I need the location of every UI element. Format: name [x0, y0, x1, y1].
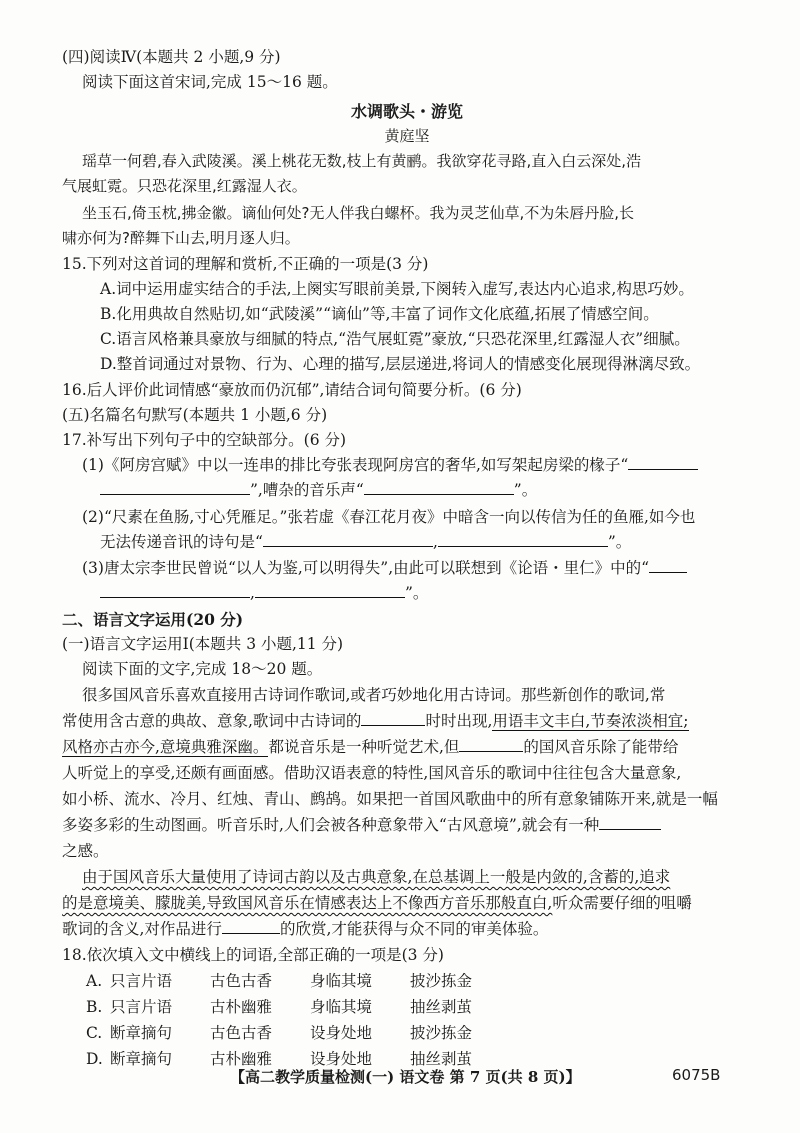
question-17-stem: 17.补写出下列句子中的空缺部分。(6 分)	[62, 431, 347, 449]
answer-blank[interactable]	[361, 710, 425, 726]
passage-text: 听众需要仔细的咀嚼	[552, 894, 692, 912]
answer-blank[interactable]	[364, 479, 514, 495]
passage-text: 的国风音乐除了能带给	[523, 738, 679, 756]
q15-option-d: D.整首词通过对景物、行为、心理的描写,层层递进,将词人的情感变化展现得淋漓尽致。	[100, 355, 701, 373]
q18-option-a	[86, 970, 510, 994]
q17-part1-line1	[82, 454, 698, 478]
passage-line: 人听觉上的享受,还颇有画面感。借助汉语表意的特性,国风音乐的歌词中往往包含大量意象,	[62, 764, 682, 782]
q15-option-c: C.语言风格兼具豪放与细腻的特点,“浩气展虹霓”豪放,“只恐花深里,红露湿人衣”细腻。	[100, 330, 690, 348]
option-word: 只言片语	[110, 998, 173, 1016]
passage-line	[62, 814, 661, 838]
option-word: 身临其境	[310, 998, 373, 1016]
option-word: 披沙拣金	[410, 1024, 473, 1042]
poem-line: 瑶草一何碧,春入武陵溪。溪上桃花无数,枝上有黄鹂。我欲穿花寻路,直入白云深处,浩	[82, 152, 642, 170]
q17-part1-text: ”,嘈杂的音乐声“	[250, 481, 364, 499]
option-word: 断章摘句	[110, 1050, 173, 1068]
option-word: 古朴幽雅	[210, 1050, 273, 1068]
option-word: 古色古香	[210, 1024, 273, 1042]
answer-blank[interactable]	[100, 479, 250, 495]
option-word: 设身处地	[310, 1024, 373, 1042]
q17-part1-line2	[100, 479, 537, 503]
passage-text: 歌词的含义,对作品进行	[62, 920, 222, 938]
wavy-underlined-sentence: 的是意境美、朦胧美,导致国风音乐在情感表达上不像西方音乐那般直白,	[62, 894, 553, 912]
passage-text: 的欣赏,才能获得与众不同的审美体验。	[279, 920, 549, 938]
option-letter: B.	[86, 998, 103, 1016]
passage-text: 都说音乐是一种听觉艺术,但	[268, 738, 460, 756]
poem-title: 水调歌头・游览	[350, 102, 463, 121]
question-15-stem: 15.下列对这首词的理解和赏析,不正确的一项是(3 分)	[62, 255, 429, 273]
q17-part2-text: ”。	[607, 533, 632, 551]
q17-part3-text: ,	[250, 584, 255, 602]
answer-blank[interactable]	[222, 918, 280, 934]
answer-blank[interactable]	[649, 557, 687, 573]
option-word: 抽丝剥茧	[410, 998, 473, 1016]
footer-text: 【高二教学质量检测(一) 语文卷 第 7 页(共 8 页)】	[230, 1068, 581, 1086]
option-word: 只言片语	[110, 972, 173, 990]
q15-option-a: A.词中运用虚实结合的手法,上阕实写眼前美景,下阕转入虚写,表达内心追求,构思巧妙。	[100, 280, 694, 298]
option-word: 披沙拣金	[410, 972, 473, 990]
passage-line	[62, 710, 689, 734]
passage-line	[62, 918, 548, 942]
passage-text: 多姿多彩的生动图画。听音乐时,人们会被各种意象带入“古风意境”,就会有一种	[62, 816, 600, 834]
passage-text: 时时出现,	[425, 712, 493, 730]
section4-instruction: 阅读下面这首宋词,完成 15～16 题。	[82, 73, 338, 91]
q17-part3-text: ”。	[404, 584, 429, 602]
question-16-stem: 16.后人评价此词情感“豪放而仍沉郁”,请结合词句简要分析。(6 分)	[62, 381, 522, 399]
option-word: 古朴幽雅	[210, 998, 273, 1016]
poem-line: 坐玉石,倚玉枕,拂金徽。谪仙何处?无人伴我白螺杯。我为灵芝仙草,不为朱唇丹脸,长	[82, 204, 635, 222]
wavy-underlined-sentence: 由于国风音乐大量使用了诗词古韵以及古典意象,在总基调上一般是内敛的,含蓄的,追求	[82, 868, 671, 886]
q17-part2-line1: (2)“尺素在鱼肠,寸心凭雁足。”张若虚《春江花月夜》中暗含一向以传信为任的鱼雁,如今也	[82, 508, 696, 526]
q17-part2-text: 无法传递音讯的诗句是“	[100, 533, 263, 551]
poem-line: 啸亦何为?醉舞下山去,明月逐人归。	[62, 229, 300, 247]
answer-blank[interactable]	[628, 454, 698, 470]
q17-part2-text: ,	[432, 533, 438, 551]
option-word: 身临其境	[310, 972, 373, 990]
underlined-sentence: 用语丰文丰白,节奏浓淡相宜;	[492, 712, 689, 730]
option-word: 断章摘句	[110, 1024, 173, 1042]
option-letter: A.	[86, 972, 103, 990]
section4-heading: (四)阅读Ⅳ(本题共 2 小题,9 分)	[62, 48, 281, 66]
question-18-stem: 18.依次填入文中横线上的词语,全部正确的一项是(3 分)	[62, 946, 444, 964]
passage-text: 常使用含古意的典故、意象,歌词中古诗词的	[62, 712, 362, 730]
passage-line: 如小桥、流水、冷月、红烛、青山、鹧鸪。如果把一首国风歌曲中的所有意象铺陈开来,就是一幅	[62, 790, 718, 808]
passage-line	[82, 866, 670, 890]
passage-line	[62, 736, 678, 760]
passage-line: 很多国风音乐喜欢直接用古诗词作歌词,或者巧妙地化用古诗词。那些新创作的歌词,常	[82, 686, 666, 704]
q17-part1-text: ”。	[513, 481, 538, 499]
section5-heading: (五)名篇名句默写(本题共 1 小题,6 分)	[62, 406, 328, 424]
poem-line: 气展虹霓。只恐花深里,红露湿人衣。	[62, 177, 307, 195]
answer-blank[interactable]	[100, 582, 250, 598]
q18-option-b	[86, 996, 510, 1020]
q17-part3-text: (3)唐太宗李世民曾说“以人为鉴,可以明得失”,由此可以联想到《论语・里仁》中的“	[82, 559, 650, 577]
passage-line	[62, 892, 692, 916]
part2-instruction: 阅读下面的文字,完成 18～20 题。	[82, 660, 323, 678]
answer-blank[interactable]	[438, 531, 608, 547]
paper-code: 6075B	[672, 1066, 721, 1084]
q18-option-c	[86, 1022, 510, 1046]
q17-part1-text: (1)《阿房宫赋》中以一连串的排比夸张表现阿房宫的奢华,如写架起房梁的椽子“	[82, 456, 629, 474]
option-word: 古色古香	[210, 972, 273, 990]
option-letter: C.	[86, 1024, 103, 1042]
q17-part3-line1	[82, 557, 687, 581]
option-letter: D.	[86, 1050, 103, 1068]
q17-part3-line2	[100, 582, 428, 606]
q17-part2-line2	[100, 531, 631, 555]
q15-option-b: B.化用典故自然贴切,如“武陵溪”“谪仙”等,丰富了词作文化底蕴,拓展了情感空间。	[100, 305, 659, 323]
option-word: 抽丝剥茧	[410, 1050, 473, 1068]
answer-blank[interactable]	[263, 531, 433, 547]
poem-author: 黄庭坚	[384, 127, 430, 145]
part2-sub1-heading: (一)语言文字运用Ⅰ(本题共 3 小题,11 分)	[62, 635, 344, 653]
answer-blank[interactable]	[255, 582, 405, 598]
passage-line: 之感。	[62, 842, 109, 860]
answer-blank[interactable]	[459, 736, 523, 752]
part2-heading: 二、语言文字运用(20 分)	[62, 610, 244, 629]
option-word: 设身处地	[310, 1050, 373, 1068]
underlined-sentence: 风格亦古亦今,意境典雅深幽。	[62, 738, 269, 756]
answer-blank[interactable]	[599, 814, 661, 830]
